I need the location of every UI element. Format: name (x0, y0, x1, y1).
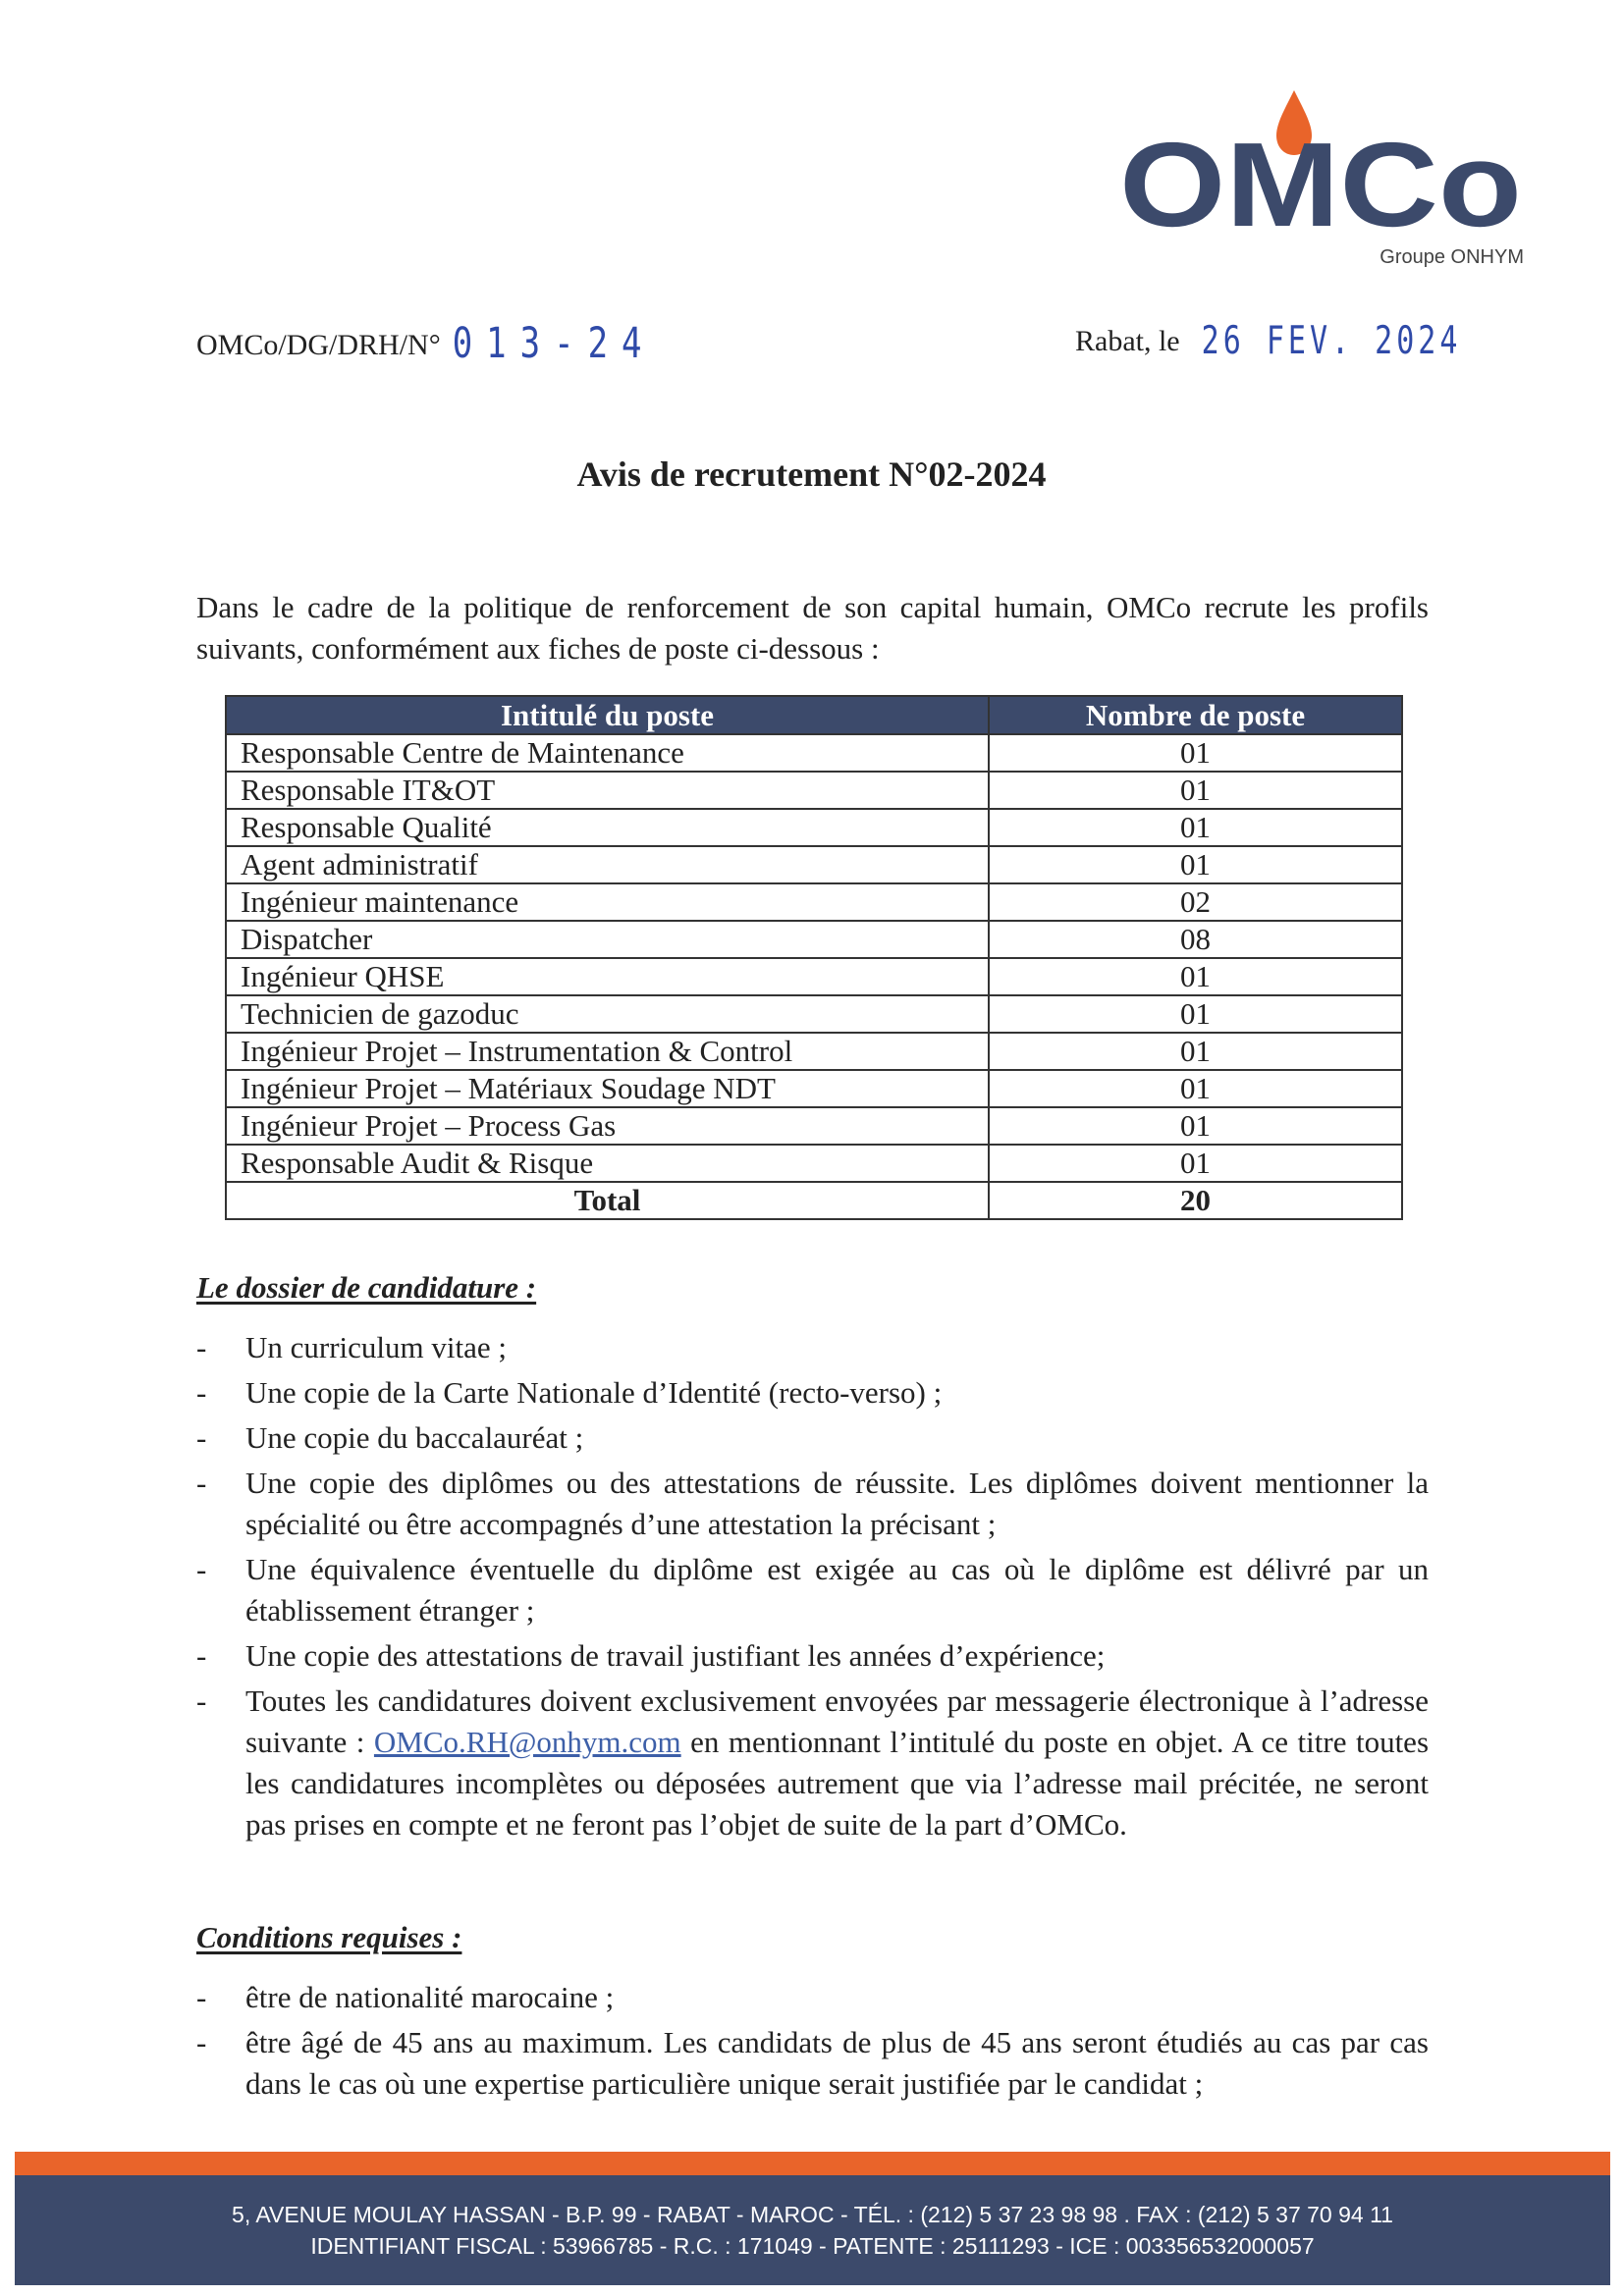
job-title-cell: Ingénieur Projet – Instrumentation & Control (226, 1033, 989, 1070)
table-row (226, 1145, 1402, 1182)
footer-address-line: 5, AVENUE MOULAY HASSAN - B.P. 99 - RABAT - MAROC - TÉL. : (212) 5 37 23 98 98 . FAX : (212) 5 37 70 94 11 (232, 2202, 1393, 2227)
job-count-cell: 01 (989, 958, 1402, 995)
header-job-count: Nombre de poste (989, 696, 1402, 734)
intro-paragraph: Dans le cadre de la politique de renforcement de son capital humain, OMCo recrute les profils suivants, conformément aux fiches de poste ci-dessous : (196, 590, 1429, 666)
conditions-list (196, 1977, 1429, 2109)
job-title-cell: Technicien de gazoduc (226, 995, 989, 1033)
job-title-cell: Responsable IT&OT (226, 772, 989, 809)
reference-prefix: OMCo/DG/DRH/N° (196, 329, 441, 361)
job-title-cell: Responsable Qualité (226, 809, 989, 846)
dossier-section-title: Le dossier de candidature : (196, 1270, 537, 1305)
table-row (226, 958, 1402, 995)
table-row (226, 734, 1402, 772)
job-title-cell: Responsable Audit & Risque (226, 1145, 989, 1182)
table-total-row (226, 1182, 1402, 1219)
job-title-cell: Responsable Centre de Maintenance (226, 734, 989, 772)
table-row (226, 846, 1402, 883)
recruitment-email-link[interactable]: OMCo.RH@onhym.com (373, 1725, 681, 1759)
table-row (226, 809, 1402, 846)
date-line (1075, 318, 1462, 364)
job-count-cell: 01 (989, 1145, 1402, 1182)
job-title-cell: Agent administratif (226, 846, 989, 883)
job-count-cell: 01 (989, 1107, 1402, 1145)
header-job-title: Intitulé du poste (226, 696, 989, 734)
job-count-cell: 08 (989, 921, 1402, 958)
conditions-section-title: Conditions requises : (196, 1920, 462, 1954)
table-row (226, 1107, 1402, 1145)
dossier-list (196, 1327, 1429, 1849)
reference-line (196, 319, 656, 368)
job-title-cell: Ingénieur Projet – Process Gas (226, 1107, 989, 1145)
table-row (226, 1033, 1402, 1070)
table-header-row (226, 696, 1402, 734)
job-count-cell: 01 (989, 809, 1402, 846)
email-instruction-before: Toutes les candidatures doivent exclusivement envoyées par messagerie électronique à l’adresse suivante : (245, 1683, 1429, 1759)
job-count-cell: 01 (989, 995, 1402, 1033)
job-count-cell: 01 (989, 772, 1402, 809)
date-prefix: Rabat, le (1075, 325, 1180, 357)
job-count-cell: 01 (989, 734, 1402, 772)
job-count-cell: 02 (989, 883, 1402, 921)
table-row (226, 921, 1402, 958)
job-count-cell: 01 (989, 1033, 1402, 1070)
list-item: - Une copie des attestations de travail justifiant les années d’expérience; (196, 1635, 1429, 1677)
logo-group-text: Groupe ONHYM (1380, 246, 1524, 268)
list-item: - Une copie du baccalauréat ; (196, 1417, 1429, 1459)
job-title-cell: Ingénieur Projet – Matériaux Soudage NDT (226, 1070, 989, 1107)
footer-identifiers-line: IDENTIFIANT FISCAL : 53966785 - R.C. : 171049 - PATENTE : 25111293 - ICE : 003356532000057 (310, 2233, 1315, 2259)
total-label-cell: Total (226, 1182, 989, 1219)
table-row (226, 883, 1402, 921)
list-item: - Un curriculum vitae ; (196, 1327, 1429, 1368)
footer-orange-stripe (15, 2152, 1610, 2175)
jobs-table (225, 695, 1403, 1220)
total-value-cell: 20 (989, 1182, 1402, 1219)
list-item: - être de nationalité marocaine ; (196, 1977, 1429, 2018)
table-row (226, 772, 1402, 809)
list-item: - Une équivalence éventuelle du diplôme est exigée au cas où le diplôme est délivré par un établissement étranger ; (196, 1549, 1429, 1631)
reference-number-stamp: 013-24 (452, 319, 656, 368)
job-count-cell: 01 (989, 846, 1402, 883)
date-stamp: 26 FEV. 2024 (1201, 318, 1462, 364)
job-title-cell: Ingénieur QHSE (226, 958, 989, 995)
page-title: Avis de recrutement N°02-2024 (576, 454, 1047, 494)
job-count-cell: 01 (989, 1070, 1402, 1107)
list-item: - Une copie de la Carte Nationale d’Identité (recto-verso) ; (196, 1372, 1429, 1414)
jobs-table-body (226, 734, 1402, 1219)
footer-band (15, 2175, 1610, 2285)
list-item: - Une copie des diplômes ou des attestations de réussite. Les diplômes doivent mentionner la spécialité ou être accompagnés d’une attestation la précisant ; (196, 1463, 1429, 1545)
list-item: - être âgé de 45 ans au maximum. Les candidats de plus de 45 ans seront étudiés au cas par cas dans le cas où une expertise particulière unique serait justifiée par le candidat ; (196, 2022, 1429, 2105)
omco-logo (1119, 88, 1532, 275)
list-item-email-instructions (196, 1681, 1429, 1845)
job-title-cell: Ingénieur maintenance (226, 883, 989, 921)
job-title-cell: Dispatcher (226, 921, 989, 958)
logo-brand-text: OMCo (1119, 118, 1522, 251)
table-row (226, 995, 1402, 1033)
table-row (226, 1070, 1402, 1107)
email-instruction-after: en mentionnant l’intitulé du poste en objet. A ce titre toutes les candidatures incomplètes ou déposées autrement que via l’adresse mail précitée, ne seront pas prises en compte et ne feront pas l’objet de suite de la part d’OMCo. (245, 1725, 1430, 1842)
